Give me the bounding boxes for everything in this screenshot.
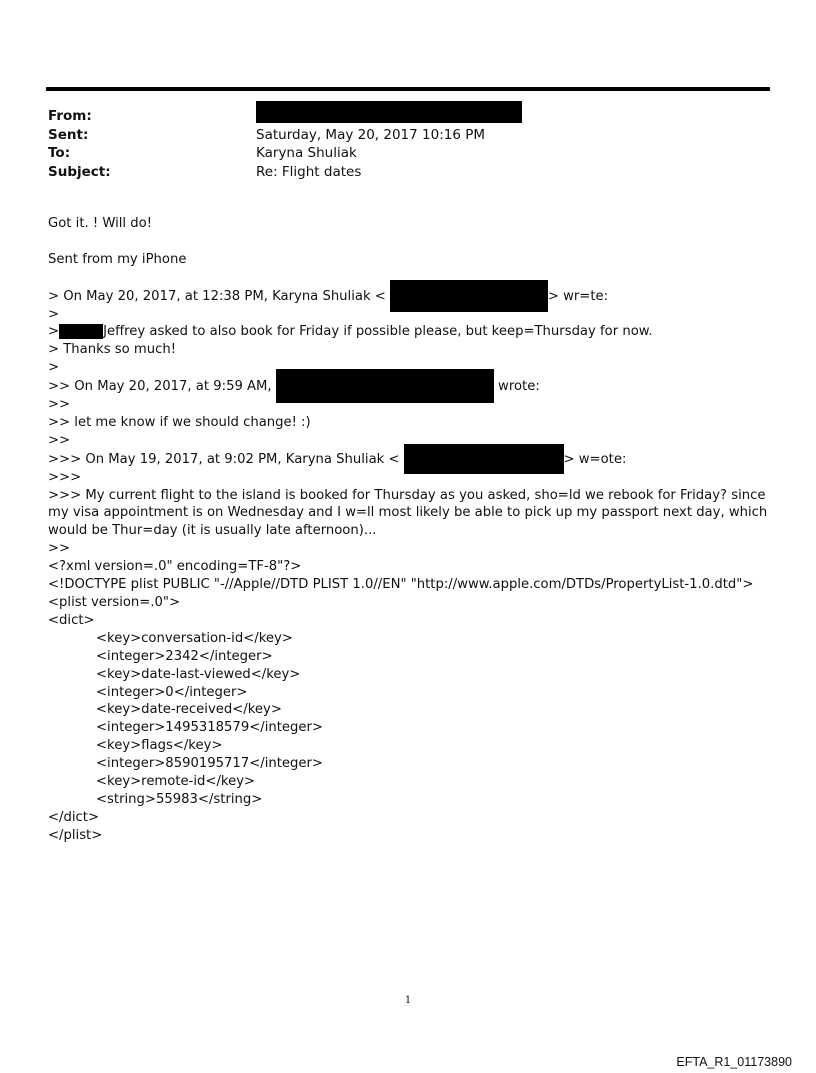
quote-text: >> On May 20, 2017, at 9:59 AM, (48, 379, 272, 395)
redaction-box (59, 324, 103, 339)
quote-line: > (48, 306, 60, 322)
xml-line: <key>remote-id</key> (96, 774, 256, 790)
xml-line: <dict> (48, 612, 95, 628)
quote-line (48, 377, 772, 396)
email-body (48, 215, 772, 845)
quote-line: >> let me know if we should change! :) (48, 414, 311, 430)
signature-line: Sent from my iPhone (48, 251, 187, 267)
from-value (256, 107, 522, 126)
quote-text: >>> On May 19, 2017, at 9:02 PM, Karyna Shuliak < (48, 451, 400, 467)
to-label: To: (48, 145, 71, 161)
reply-line: Got it. ! Will do! (48, 216, 153, 231)
xml-line: </dict> (48, 809, 99, 825)
xml-line: <?xml version=.0" encoding=TF-8"?> (48, 559, 302, 575)
from-label: From: (48, 108, 92, 124)
xml-line: <string>55983</string> (96, 791, 263, 807)
quote-text: > On May 20, 2017, at 12:38 PM, Karyna Shuliak < (48, 288, 386, 304)
quote-line (48, 450, 772, 469)
subject-label: Subject: (48, 163, 111, 180)
header-rule (46, 87, 770, 91)
quote-text: wrote: (498, 379, 540, 395)
xml-line: <key>conversation-id</key> (96, 630, 293, 646)
quote-text: > wr=te: (547, 288, 609, 304)
spacer (48, 233, 772, 251)
quote-line (48, 287, 772, 306)
quote-text: > w=ote: (563, 451, 627, 467)
quote-line: > Thanks so much! (48, 342, 177, 358)
page-number: 1 (404, 995, 412, 1006)
quote-line: >> (48, 397, 71, 413)
quote-line: > (48, 360, 60, 376)
xml-line: <key>flags</key> (96, 738, 223, 754)
quote-line: >> (48, 432, 71, 448)
document-id: EFTA_R1_01173890 (676, 1055, 792, 1069)
subject-value: Re: Flight dates (256, 163, 362, 180)
sent-value: Saturday, May 20, 2017 10:16 PM (256, 126, 486, 143)
xml-line: <plist version=.0"> (48, 595, 181, 610)
xml-line: <integer>0</integer> (96, 684, 248, 700)
xml-line: </plist> (48, 827, 103, 843)
quote-text: > (48, 324, 60, 340)
xml-line: <key>date-received</key> (96, 702, 282, 718)
quote-line (48, 323, 772, 341)
xml-line: <integer>2342</integer> (96, 648, 273, 664)
quote-text: Jeffrey asked to also book for Friday if possible please, but keep=Thursday for now. (103, 324, 653, 340)
quote-line: >>> (48, 469, 82, 485)
quote-line: >> (48, 541, 71, 557)
xml-line: <integer>1495318579</integer> (96, 720, 323, 736)
redaction-box (256, 101, 522, 123)
xml-line: <key>date-last-viewed</key> (96, 666, 301, 682)
xml-line: <integer>8590195717</integer> (96, 756, 323, 772)
to-value: Karyna Shuliak (256, 145, 357, 161)
xml-line: <!DOCTYPE plist PUBLIC "-//Apple//DTD PLIST 1.0//EN" "http://www.apple.com/DTDs/PropertyList-1.0.dtd"> (48, 577, 754, 593)
quote-paragraph: >>> My current flight to the island is booked for Thursday as you asked, sho=ld we rebook for Friday? since my visa appointment is on Wednesday and I w=ll most likely be able to pick up my passport next day, which would be Thur=day (it is usually late afternoon)... (48, 487, 768, 539)
sent-label: Sent: (48, 126, 89, 143)
